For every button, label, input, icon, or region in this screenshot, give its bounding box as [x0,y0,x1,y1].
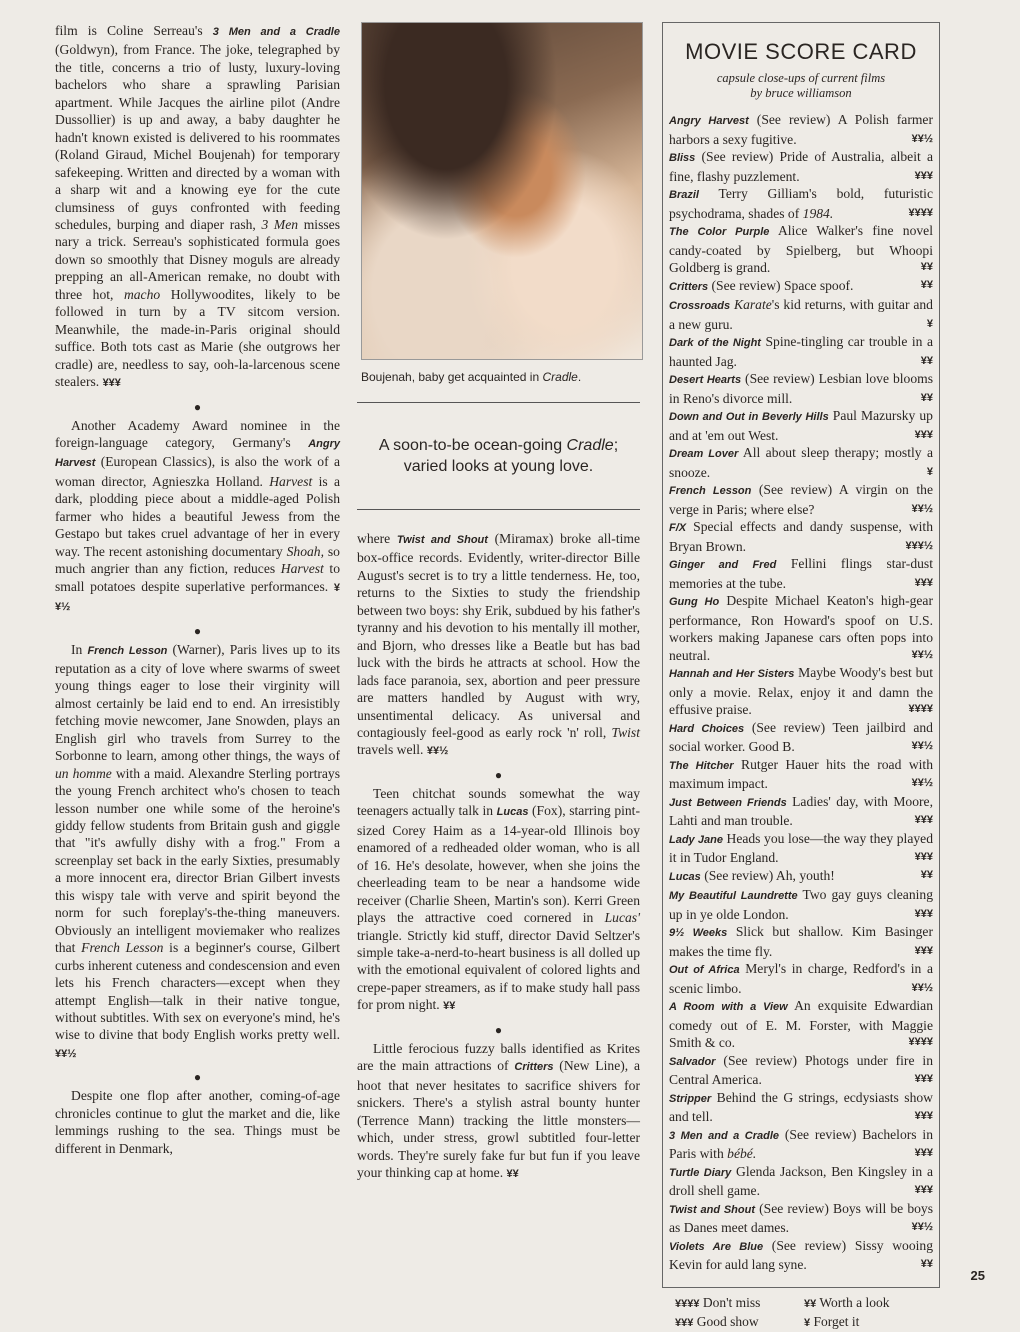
entry-text: (See review) Space spoof. [708,277,854,293]
body-text: Despite one flop after another, coming-of-age chronicles continue to glut the market and die, like lemmings rushing to the sea. Things must be different in Denmark, [55,1088,340,1156]
body-text: to small potatoes despite superlative performances. [55,561,340,594]
entry-text: Maybe Woody's best but only a movie. Relax, enjoy it and damn the effusive praise. [669,665,933,717]
entry-rating: ¥¥ [920,391,933,404]
entry-text: Meryl's in charge, Redford's in a scenic limbo. [669,961,933,996]
entry-text: (See review) Teen jailbird and social worker. Good B. [669,719,933,754]
middle-column-text [357,530,640,1183]
entry-rating: ¥¥¥ [914,851,933,863]
left-column [55,22,340,1157]
legend-label: Don't miss [699,1294,761,1310]
entry-rating: ¥¥¥ [914,1073,933,1085]
rating-symbols: ¥¥ [443,1000,456,1013]
entry-text: Glenda Jackson, Ben Kingsley in a droll shell game. [669,1163,934,1198]
movie-score-card [662,22,940,1329]
entry-text: (See review) Ah, youth! [700,867,835,883]
score-card-entry [669,830,933,867]
entry-film-title: The Color Purple [669,226,770,238]
section-bullet: ● [193,623,202,638]
body-text: Teen chitchat sounds somewhat the way teenagers actually talk in [357,785,640,819]
entry-rating: ¥¥ [920,868,933,881]
rating-symbols: ¥¥½ [55,581,340,614]
body-text: (Goldwyn), from France. The joke, telegraphed by the title, concerns a trio of lusty, luxury-loving bachelors who share a sprawling Parisian apartment. While Jacques the airline pilot (Andre Dussollier) is up and away, a baby daughter he hadn't known existed is delivered to his roommates (Roland Giraud, Michel Boujenah) for temporary safekeeping. Written and directed by a woman with a sharp wit and a knowing eye for the cute clumsiness of guys confronted with feeding schedules, burping and diaper rash, [55,42,340,232]
entry-rating: ¥¥¥½ [905,539,933,552]
body-text: with a maid. Alexandre Sterling portrays the young French architect who's chosen to teach lesson number one while some of the heroine's giddy fellow students from Britain gush and giggle that "it's awfully dishy with a frog." From a screenplay set back in the early Sixties, presumably a more innocent era, director Brian Gilbert invests this wispy tale with verve and spirit beyond the norm for such foreplay's-the-thing maneuvers. Obviously an intelligent moviemaker who realizes that [55,765,340,956]
score-card-entry [669,1163,933,1200]
entry-text: (See review) Boys will be boys as Danes meet dames. [669,1200,933,1235]
entry-rating: ¥¥¥¥ [908,1036,933,1048]
section-bullet: ● [193,1070,202,1085]
entry-rating: ¥¥¥ [914,576,933,589]
entry-film-title: Gung Ho [669,596,720,608]
body-text: Another Academy Award nominee in the foreign-language category, Germany's [55,417,340,450]
score-card-entry [669,756,933,793]
entry-text: (See review) A Polish farmer harbors a sexy fugitive. [669,112,933,147]
page-number: 25 [970,1268,985,1283]
entry-text: 's kid returns, with guitar and a new guru. [669,297,933,332]
film-still-photo [361,22,643,360]
score-card-title: MOVIE SCORE CARD [685,39,917,64]
legend-item [675,1313,804,1332]
entry-film-title: Out of Africa [669,964,740,976]
entry-text: All about sleep therapy; mostly a snooze. [669,445,933,480]
entry-rating: ¥¥¥ [914,907,933,920]
score-card-entry [669,333,933,370]
entry-rating: ¥¥¥¥ [908,206,933,219]
entry-text: Behind the G strings, ecdysiasts show and tell. [669,1089,933,1124]
pull-quote: A soon-to-be ocean-going Cradle; varied looks at young love. [378,437,619,475]
entry-text: (See review) Sissy wooing Kevin for auld lang syne. [669,1237,933,1272]
review-paragraph [357,1040,640,1184]
entry-text: Heads you lose—the way they played it in Tudor England. [669,830,933,865]
review-paragraph [55,22,340,393]
entry-film-title: The Hitcher [669,759,734,772]
entry-film-title: 9½ Weeks [669,927,728,939]
score-card-entry [669,370,933,407]
entry-rating: ¥¥½ [911,132,933,145]
middle-column [357,22,640,1183]
legend-symbol: ¥¥ [804,1297,817,1310]
entry-italic: Karate [734,297,772,312]
score-card-entry [669,592,933,664]
entry-film-title: Critters [669,280,709,293]
entry-rating: ¥¥ [920,1258,933,1270]
score-card-subtitle: capsule close-ups of current films by bruce williamson [716,71,886,100]
legend-item [804,1294,933,1313]
entry-text: Spine-tingling car trouble in a haunted Jag. [669,334,933,369]
entry-rating: ¥¥¥ [914,1147,933,1159]
entry-film-title: Just Between Friends [669,796,787,809]
legend-symbol: ¥¥¥¥ [675,1297,700,1310]
entry-text: Slick but shallow. Kim Basinger makes the time fly. [669,924,933,959]
body-text: is a beginner's course, Gilbert curbs inherent cuteness and condescension and even lets his French characters—except when they attempt English—talk in their native tongue, without subtitles. With sex on everyone's mind, he's wise to divine that body English works pretty well. [55,940,340,1043]
entry-text: (See review) Pride of Australia, albeit a fine, flashy puzzlement. [669,149,933,184]
entry-rating: ¥¥½ [911,502,933,515]
entry-film-title: Dark of the Night [669,337,761,349]
score-card-entry [669,518,933,555]
body-text: In [71,641,88,657]
entry-rating: ¥¥¥ [914,944,933,957]
body-text: where [357,531,397,546]
score-card-entry [669,222,933,277]
italic-text: un homme [55,765,112,781]
score-card-entry [669,1089,933,1126]
rating-symbols: ¥¥¥ [102,377,121,390]
body-text: (European Classics), is also the work of a woman director, Agnieszka Holland. [55,454,340,489]
score-card-entry [669,277,933,297]
entry-film-title: Dream Lover [669,448,739,460]
entry-text: Two gay guys cleaning up in ye olde London. [669,887,933,922]
score-card-entry [669,997,933,1052]
entry-film-title: Hard Choices [669,722,745,735]
entry-text: Terry Gilliam's bold, futuristic psychodrama, shades of [669,186,933,221]
body-text: (New Line), a hoot that never hesitates to sacrifice shivers for snickers. There's a stylish astral bounty hunter (Terrence Mann) tracking the little monsters—which, under stress, growl subtitled four-letter words. They're surely fake fur but fun if you leave your thinking cap at home. [357,1058,640,1180]
entry-rating: ¥¥¥ [914,1184,933,1196]
legend-label: Worth a look [816,1294,890,1310]
entry-text: An exquisite Edwardian comedy out of E. M. Forster, with Maggie Smith & co. [669,998,933,1050]
entry-text: Ladies' day, with Moore, Lahti and man trouble. [669,793,933,828]
body-text: triangle. Strictly kid stuff, director David Seltzer's simple take-a-nerd-to-heart business is all dolled up with the emotional equivalent of colored lights and crepe-paper streamers, as if to make study hall pass for prom night. [357,927,640,1013]
entry-text: Fellini flings star-dust memories at the tube. [669,556,933,591]
score-card-entry [669,1126,933,1163]
score-card-entry [669,867,933,887]
score-card-entry [669,555,933,592]
score-card-entry [669,148,933,185]
score-card-entry [669,444,933,481]
review-paragraph [357,530,640,761]
entry-text: (See review) A virgin on the verge in Paris; where else? [669,482,933,517]
entry-text: (See review) Lesbian love blooms in Reno's divorce mill. [669,371,933,406]
body-text: Little ferocious fuzzy balls identified as Krites are the main attractions of [357,1040,640,1074]
film-title: Twist and Shout [396,534,488,546]
body-text: (Miramax) broke all-time box-office records. Evidently, writer-director Bille August's secret is to try a little tenderness. He, too, returns to the Sixties to study the friendship between two boys: shy Erik, subdued by his father's tyranny and his devotion to his mentally ill mother, and Bjorn, who dresses like a Beatle but has bad luck with the birds he attracts at school. How the lads face paranoia, sex, abortion and peer pressure are matters handled by August with wry, unsentimental delicacy. As universal and contagiously feel-good as early rock 'n' roll, [357,531,640,740]
entry-rating: ¥¥¥¥ [908,703,933,715]
italic-text: Harvest [269,473,313,489]
body-text: (Warner), Paris lives up to its reputation as a city of love where swarms of sweet young things eager to lose their virginity will almost certainly be laid end to end. An irresistibly fetching movie newcomer, Jane Snowden, plays an English girl who travels from Surrey to the Sorbonne to learn, among other things, the ways of [55,641,340,764]
score-card-entry [669,481,933,518]
score-card-entry [669,185,933,222]
entry-film-title: Ginger and Fred [669,559,777,571]
score-card-entry [669,1052,933,1089]
italic-text: macho [123,286,161,302]
legend-item [804,1313,933,1332]
italic-text: 3 Men [261,216,299,232]
entry-film-title: Turtle Diary [669,1166,732,1179]
score-card-entry [669,296,933,333]
entry-rating: ¥¥¥ [914,1110,933,1122]
film-title: Angry Harvest [55,437,340,470]
review-paragraph [357,785,640,1016]
entry-rating: ¥¥½ [911,981,933,994]
body-text: Hollywoodites, likely to be followed in turn by a TV sitcom version. Meanwhile, the made-in-Paris original should suffice. Both tots cast as Marie (she outgrows her cradle) are, needless to say, ooh-la-larcenous scene stealers. [55,286,340,390]
entry-film-title: Salvador [669,1055,716,1068]
legend-symbol: ¥¥¥ [675,1316,694,1329]
body-text: so much angrier than any fiction, reduces [55,543,340,577]
body-text: is a dark, plodding piece about a middle-aged Polish farmer who hides a beautiful Jewess from the Gestapo but takes cruel advantage of her in every way. The recent astonishing documentary [55,473,340,559]
entry-film-title: My Beautiful Laundrette [669,890,798,902]
review-paragraph [55,641,340,1064]
score-card-entries [669,111,933,1274]
divider-bottom [357,509,640,510]
entry-rating: ¥¥½ [911,648,933,661]
film-title: Critters [514,1061,554,1074]
entry-rating: ¥¥½ [911,740,933,752]
score-card-entry [669,886,933,923]
entry-film-title: 3 Men and a Cradle [669,1129,780,1142]
rating-symbols: ¥¥½ [55,1047,77,1060]
entry-rating: ¥ [926,317,933,330]
review-paragraph [55,417,340,617]
entry-text: Alice Walker's fine novel candy-coated by Spielberg, but Whoopi Goldberg is grand. [669,223,933,275]
entry-text: Paul Mazursky up and at 'em out West. [669,408,933,443]
entry-italic: 1984. [802,205,834,221]
italic-text: French Lesson [81,940,164,956]
section-bullet: ● [494,767,503,782]
entry-rating: ¥¥¥ [914,814,933,826]
entry-text: Special effects and dandy suspense, with Bryan Brown. [669,519,933,554]
entry-film-title: Brazil [669,189,699,201]
body-text: (Fox), starring pint-sized Corey Haim as a 14-year-old Illinois boy enamored of a redheaded older woman, who is all of 16. He's desolate, however, when she joins the cheerleading team to be near a handsome wide receiver (Charlie Sheen, Martin's son). Kerri Green plays the attractive coed cornered in [357,803,640,926]
entry-text: (See review) Photogs under fire in Central America. [669,1052,933,1087]
film-title: French Lesson [87,644,168,657]
entry-film-title: Bliss [669,152,696,164]
score-card-entry [669,664,933,719]
body-text: misses nary a trick. Serreau's sophisticated formula goes down so smoothly that Disney moguls are already prepping an all-American remake, no doubt with three hot, [55,216,340,302]
rating-legend [669,1294,933,1332]
italic-text: Twist [611,724,640,740]
italic-text: Lucas' [604,910,640,926]
entry-film-title: Desert Hearts [669,374,742,386]
rating-symbols: ¥¥ [506,1167,519,1180]
entry-film-title: F/X [669,522,687,534]
entry-rating: ¥ [926,465,933,478]
entry-film-title: Lucas [669,870,701,883]
section-bullet: ● [494,1022,503,1037]
entry-rating: ¥¥ [920,261,933,273]
entry-film-title: Angry Harvest [669,115,749,127]
italic-text: Harvest [280,561,324,577]
entry-rating: ¥¥½ [911,1221,933,1233]
entry-rating: ¥¥¥ [914,169,933,182]
divider-top [357,402,640,403]
score-card-entry [669,407,933,444]
italic-text: Shoah, [286,543,324,559]
photo-caption: Boujenah, baby get acquainted in Cradle. [361,370,582,384]
score-card-entry [669,1237,933,1274]
score-card-entry [669,719,933,756]
entry-film-title: French Lesson [669,485,752,497]
entry-rating: ¥¥ [920,278,933,291]
entry-film-title: Hannah and Her Sisters [669,668,795,680]
legend-label: Good show [693,1313,759,1329]
score-card-entry [669,793,933,830]
film-title: Lucas [496,806,529,819]
body-text: travels well. [357,742,427,758]
entry-film-title: Lady Jane [669,833,723,846]
entry-film-title: Violets Are Blue [669,1240,764,1253]
entry-text: Despite Michael Keaton's high-gear performance, Ron Howard's spoof on U.S. workers making Japanese cars often pops into neutral. [669,593,933,663]
entry-film-title: A Room with a View [669,1001,788,1013]
score-card-entry [669,923,933,960]
entry-rating: ¥¥½ [911,777,933,789]
score-card-column [662,22,940,1329]
entry-text: Rutger Hauer hits the road with maximum impact. [669,756,933,791]
entry-film-title: Crossroads [669,300,731,312]
entry-film-title: Twist and Shout [669,1203,755,1216]
score-card-entry [669,111,933,148]
entry-film-title: Stripper [669,1092,712,1105]
score-card-entry [669,1200,933,1237]
score-card-entry [669,960,933,997]
section-bullet: ● [193,399,202,414]
entry-text: (See review) Bachelors in Paris with [669,1126,933,1161]
entry-film-title: Down and Out in Beverly Hills [669,411,829,423]
body-text: film is Coline Serreau's [55,23,213,38]
entry-italic: bébé. [727,1146,757,1161]
legend-item [675,1294,804,1313]
entry-rating: ¥¥ [920,354,933,367]
legend-label: Forget it [810,1313,860,1329]
entry-rating: ¥¥¥ [914,428,933,441]
film-title: 3 Men and a Cradle [212,26,340,38]
legend-symbol: ¥ [804,1316,811,1329]
review-paragraph [55,1087,340,1157]
rating-symbols: ¥¥½ [426,745,449,758]
